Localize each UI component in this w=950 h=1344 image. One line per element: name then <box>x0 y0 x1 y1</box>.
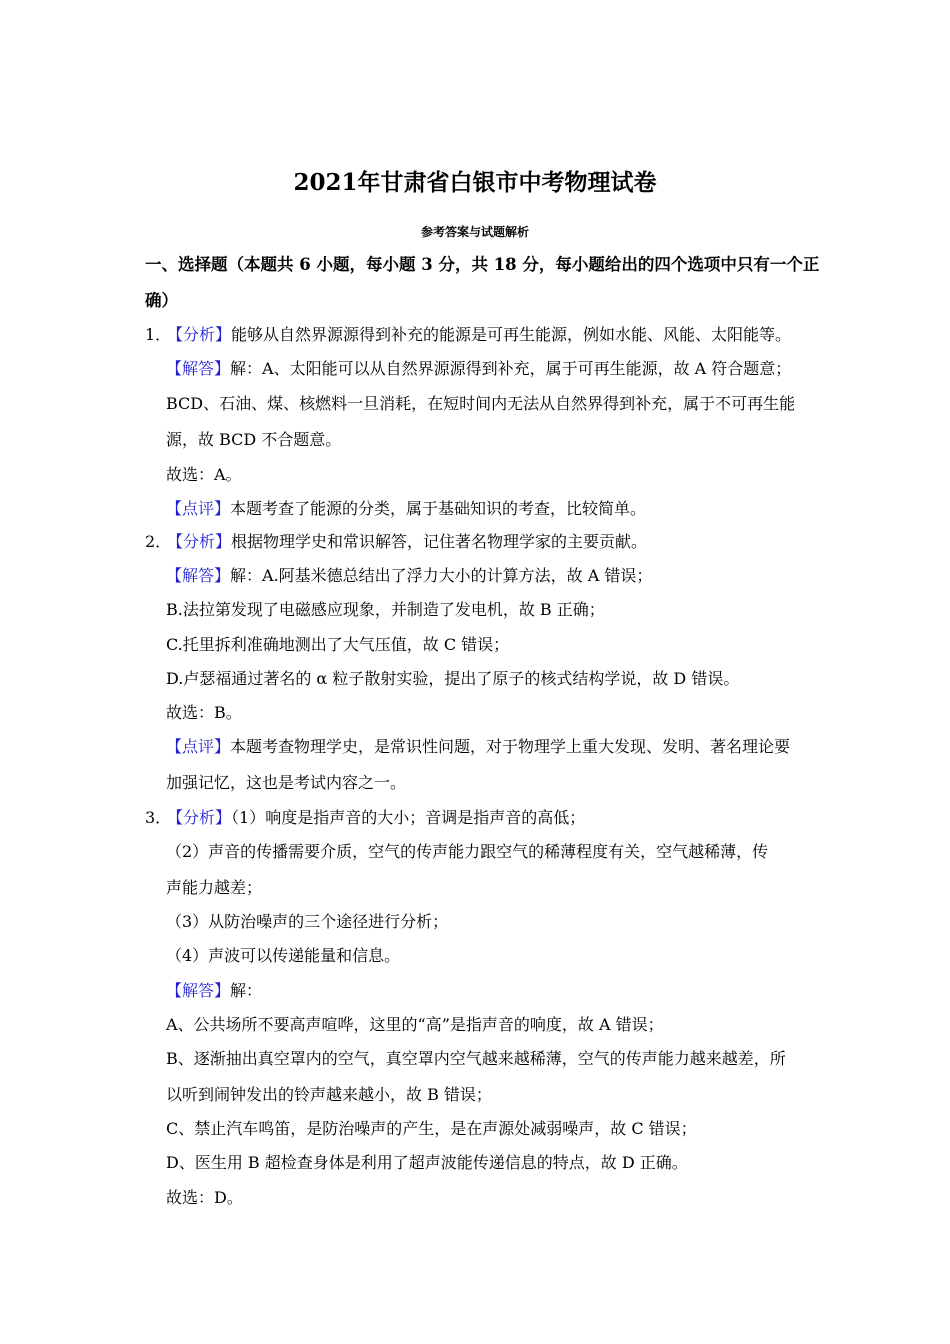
q2-answer-text1: 解：A.阿基米德总结出了浮力大小的计算方法，故 A 错误； <box>230 566 653 585</box>
q3-number: 3． <box>145 808 172 827</box>
q3-answer-line5: C、禁止汽车鸣笛，是防治噪声的产生，是在声源处减弱噪声，故 C 错误； <box>166 1119 697 1138</box>
q1-choice: 故选：A。 <box>166 465 242 484</box>
q2-number: 2． <box>145 532 172 551</box>
section-heading-line1: 一、选择题（本题共 6 小题，每小题 3 分，共 18 分，每小题给出的四个选项中只有一个正 <box>145 255 820 274</box>
q2-answer-line3: C.托里拆利准确地测出了大气压值，故 C 错误； <box>166 635 510 654</box>
q3-answer-line6: D、医生用 B 超检查身体是利用了超声波能传递信息的特点，故 D 正确。 <box>166 1153 688 1172</box>
q3-analysis-line1 <box>145 806 585 830</box>
q3-analysis-line2: （2）声音的传播需要介质，空气的传声能力跟空气的稀薄程度有关，空气越稀薄，传 <box>166 842 769 861</box>
q3-analysis-line5: （4）声波可以传递能量和信息。 <box>166 946 401 965</box>
q1-comment-text: 本题考查了能源的分类，属于基础知识的考查，比较简单。 <box>230 499 647 518</box>
q1-answer-line1 <box>166 357 791 381</box>
q3-analysis-line4: （3）从防治噪声的三个途径进行分析； <box>166 912 449 931</box>
q3-analysis-tag: 【分析】 <box>167 808 232 827</box>
q1-answer-line3: 源，故 BCD 不合题意。 <box>166 430 342 449</box>
q2-answer-line2: B.法拉第发现了电磁感应现象，并制造了发电机，故 B 正确； <box>166 600 605 619</box>
q2-answer-line4: D.卢瑟福通过著名的 α 粒子散射实验，提出了原子的核式结构学说，故 D 错误。 <box>166 669 740 688</box>
q2-answer-tag: 【解答】 <box>166 566 231 585</box>
q2-analysis-tag: 【分析】 <box>167 532 232 551</box>
q3-choice: 故选：D。 <box>166 1188 243 1207</box>
q2-comment-line1 <box>166 735 790 759</box>
q2-comment-line2: 加强记忆，这也是考试内容之一。 <box>166 773 407 792</box>
q1-analysis-text: 能够从自然界源源得到补充的能源是可再生能源，例如水能、风能、太阳能等。 <box>231 325 792 344</box>
q1-answer-line2: BCD、石油、煤、核燃料一旦消耗，在短时间内无法从自然界得到补充，属于不可再生能 <box>166 394 796 413</box>
q3-answer-line3: B、逐渐抽出真空罩内的空气，真空罩内空气越来越稀薄，空气的传声能力越来越差，所 <box>166 1049 786 1068</box>
page-title: 2021年甘肃省白银市中考物理试卷 <box>293 169 657 196</box>
q1-answer-text1: 解：A、太阳能可以从自然界源源得到补充，属于可再生能源，故 A 符合题意； <box>230 359 792 378</box>
section-heading-line2: 确） <box>145 291 178 310</box>
q3-analysis-line3: 声能力越差； <box>166 878 263 897</box>
q2-analysis-text: 根据物理学史和常识解答，记住著名物理学家的主要贡献。 <box>231 532 648 551</box>
q1-analysis-line <box>145 323 791 347</box>
q2-comment-text1: 本题考查物理学史，是常识性问题，对于物理学上重大发现、发明、著名理论要 <box>230 737 791 756</box>
q3-analysis-text1: （1）响度是指声音的大小；音调是指声音的高低； <box>231 808 586 827</box>
q3-answer-tag: 【解答】 <box>166 981 231 1000</box>
q2-answer-line1 <box>166 564 652 588</box>
q2-choice: 故选：B。 <box>166 703 242 722</box>
q1-analysis-tag: 【分析】 <box>167 325 232 344</box>
q3-answer-line2: A、公共场所不要高声喧哗，这里的“高”是指声音的响度，故 A 错误； <box>166 1015 664 1034</box>
q3-answer-text1: 解： <box>230 981 263 1000</box>
q2-analysis-line <box>145 530 647 554</box>
q1-answer-tag: 【解答】 <box>166 359 231 378</box>
q1-comment-line <box>166 497 646 521</box>
q3-answer-line4: 以听到闹钟发出的铃声越来越小，故 B 错误； <box>166 1085 492 1104</box>
q1-comment-tag: 【点评】 <box>166 499 231 518</box>
q1-number: 1． <box>145 325 172 344</box>
q3-answer-line1 <box>166 979 262 1003</box>
q2-comment-tag: 【点评】 <box>166 737 231 756</box>
page-subtitle: 参考答案与试题解析 <box>420 225 529 239</box>
